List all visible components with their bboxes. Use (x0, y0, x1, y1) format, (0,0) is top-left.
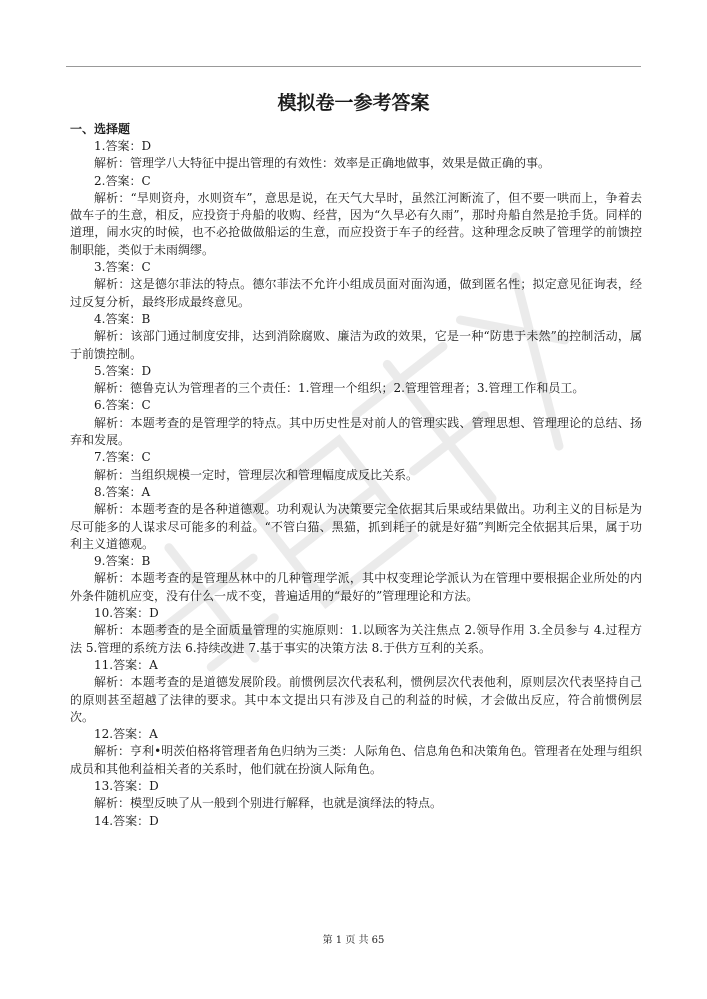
explanation-text: 解析：德鲁克认为管理者的三个责任：1.管理一个组织；2.管理管理者；3.管理工作和员工。 (94, 381, 585, 396)
question-4 (70, 311, 642, 363)
explanation-text: 解析：本题考查的是道德发展阶段。前惯例层次代表私利，惯例层次代表他利，原则层次代表坚持自己的原则甚至超越了法律的要求。其中本文提出只有涉及自己的利益的时候，才会做出反应，符合前惯例层次。 (70, 675, 642, 724)
explanation-text: 解析：本题考查的是管理学的特点。其中历史性是对前人的管理实践、管理思想、管理理论的总结、扬弃和发展。 (70, 415, 642, 448)
answer-line: 11.答案：A (94, 657, 158, 672)
section-heading: 一、选择题 (70, 122, 131, 136)
answer-line: 2.答案：C (94, 173, 151, 188)
explanation-text: 解析：当组织规模一定时，管理层次和管理幅度成反比关系。 (94, 467, 419, 482)
question-6 (70, 397, 642, 449)
answer-line: 10.答案：D (94, 606, 159, 621)
answer-line: 7.答案：C (94, 450, 151, 465)
explanation-text: 解析：“旱则资舟，水则资车”，意思是说，在天气大旱时，虽然江河断流了，但不要一哄而上，争着去做车子的生意，相反，应投资于舟船的收购、经营，因为“久旱必有久雨”，那时舟船自然是抢手货。同样的道理，闹水灾的时候，也不必抢做做船运的生意，而应投资于车子的经营。这种理念反映了管理学的前馈控制职能，类似于未雨绸缪。 (70, 190, 642, 257)
explanation-text: 解析：本题考查的是管理丛林中的几种管理学派，其中权变理论学派认为在管理中要根据企业所处的内外条件随机应变，没有什么一成不变，普遍适用的“最好的”管理理论和方法。 (70, 571, 642, 603)
explanation-text: 解析：亨利•明茨伯格将管理者角色归纳为三类：人际角色、信息角色和决策角色。管理者在处理与组织成员和其他利益相关者的关系时，他们就在扮演人际角色。 (70, 744, 642, 776)
answer-line: 8.答案：A (94, 484, 151, 499)
question-2 (70, 173, 642, 259)
explanation-text: 解析：模型反映了从一般到个别进行解释，也就是演绎法的特点。 (94, 796, 443, 811)
answer-line: 6.答案：C (94, 398, 151, 413)
question-9 (70, 553, 642, 605)
explanation-text: 解析：该部门通过制度安排，达到消除腐败、廉洁为政的效果，它是一种“防患于未然”的控制活动，属于前馈控制。 (70, 329, 642, 361)
explanation-text: 解析：本题考查的是各种道德观。功利观认为决策要完全依据其后果或结果做出。功利主义的目标是为尽可能多的人谋求尽可能多的利益。“不管白猫、黑猫，抓到耗子的就是好猫”判断完全依据其后果，属于功利主义道德观。 (70, 502, 642, 551)
question-11 (70, 657, 642, 726)
page-title: 模拟卷一参考答案 (277, 92, 430, 114)
header-rule (66, 66, 641, 67)
question-1 (70, 138, 642, 173)
question-7 (70, 449, 642, 484)
answer-line: 1.答案：D (94, 139, 152, 153)
question-8 (70, 484, 642, 553)
explanation-text: 解析：本题考查的是全面质量管理的实施原则：1.以顾客为关注焦点 2.领导作用 3.全员参与 4.过程方法 5.管理的系统方法 6.持续改进 7.基于事实的决策方法 8.于供方互利的关系。 (70, 623, 642, 655)
answer-content (70, 120, 642, 830)
question-3 (70, 259, 642, 311)
answer-line: 3.答案：C (94, 260, 151, 275)
explanation-text: 解析：这是德尔菲法的特点。德尔菲法不允许小组成员面对面沟通，做到匿名性；拟定意见征询表，经过反复分析，最终形成最终意见。 (70, 277, 642, 309)
question-5 (70, 363, 642, 398)
answer-line: 9.答案：B (94, 554, 151, 569)
question-13 (70, 778, 642, 813)
explanation-text: 解析：管理学八大特征中提出管理的有效性：效率是正确地做事，效果是做正确的事。 (94, 156, 551, 171)
answer-line: 5.答案：D (94, 363, 152, 378)
answer-line: 13.答案：D (94, 778, 159, 793)
answer-line: 12.答案：A (94, 727, 158, 742)
page-footer: 第 1 页 共 65 (322, 935, 385, 946)
answer-line: 4.答案：B (94, 311, 151, 326)
question-14 (70, 813, 642, 830)
question-12 (70, 726, 642, 778)
answer-line: 14.答案：D (94, 813, 159, 828)
question-10 (70, 605, 642, 657)
